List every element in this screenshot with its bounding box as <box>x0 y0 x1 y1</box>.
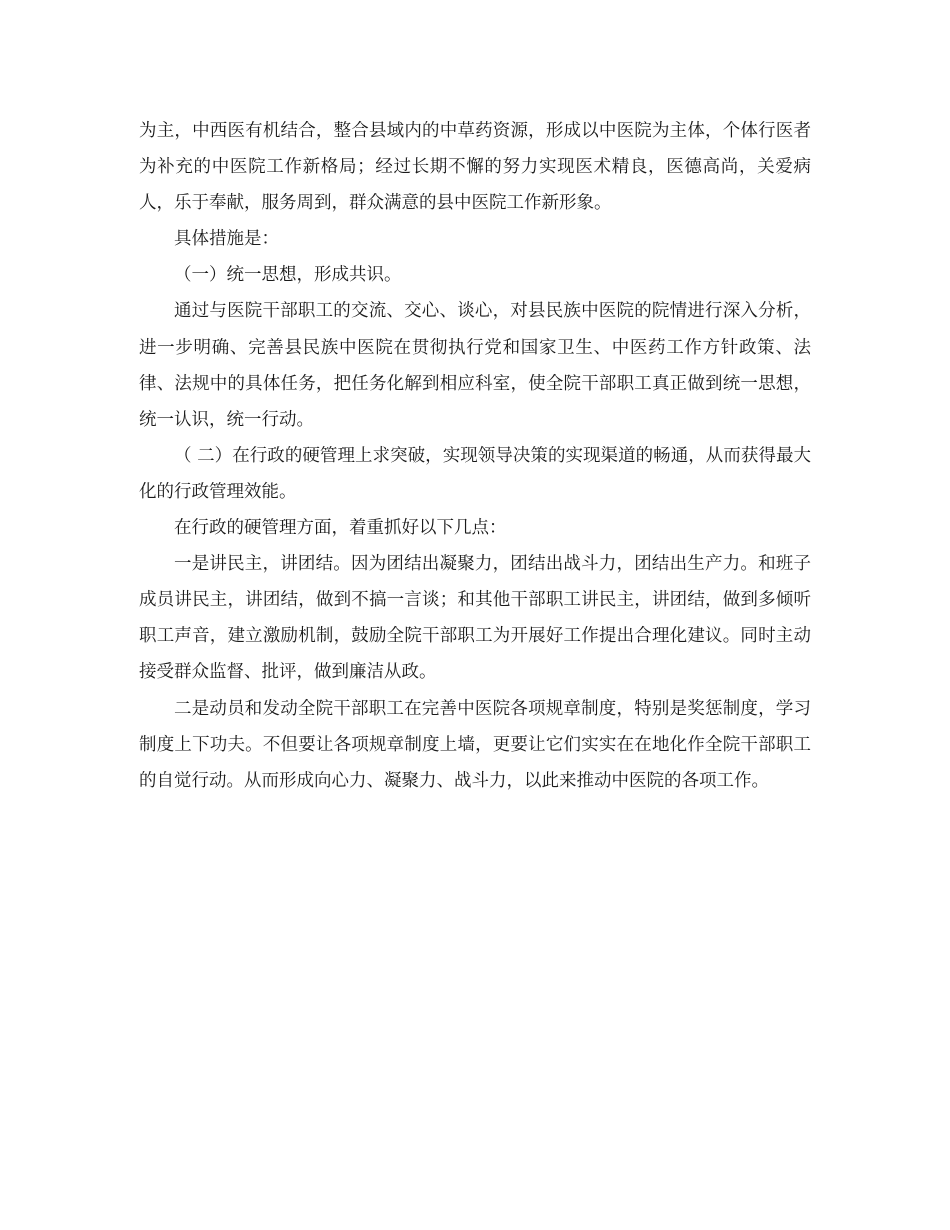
paragraph-point-2: 二是动员和发动全院干部职工在完善中医院各项规章制度，特别是奖惩制度，学习制度上下功夫。不但要让各项规章制度上墙，更要让它们实实在在地化作全院干部职工的自觉行动。从而形成向心力、凝聚力、战斗力，以此来推动中医院的各项工作。 <box>139 698 811 791</box>
section-heading-2: （ 二）在行政的硬管理上求突破，实现领导决策的实现渠道的畅通，从而获得最大化的行政管理效能。 <box>139 445 811 502</box>
paragraph-measures-intro: 具体措施是： <box>174 229 279 250</box>
document-body <box>139 113 811 799</box>
paragraph-admin-points-intro: 在行政的硬管理方面，着重抓好以下几点： <box>174 518 507 539</box>
section-heading-1: （一）统一思想，形成共识。 <box>174 265 402 286</box>
paragraph-section-1-body: 通过与医院干部职工的交流、交心、谈心，对县民族中医院的院情进行深入分析，进一步明确、完善县民族中医院在贯彻执行党和国家卫生、中医药工作方针政策、法律、法规中的具体任务，把任务化解到相应科室，使全院干部职工真正做到统一思想，统一认识，统一行动。 <box>139 301 811 430</box>
paragraph-point-1: 一是讲民主，讲团结。因为团结出凝聚力，团结出战斗力，团结出生产力。和班子成员讲民主，讲团结，做到不搞一言谈；和其他干部职工讲民主，讲团结，做到多倾听职工声音，建立激励机制，鼓励全院干部职工为开展好工作提出合理化建议。同时主动接受群众监督、批评，做到廉洁从政。 <box>139 554 811 683</box>
paragraph-continuation: 为主，中西医有机结合，整合县域内的中草药资源，形成以中医院为主体，个体行医者为补充的中医院工作新格局；经过长期不懈的努力实现医术精良，医德高尚，关爱病人，乐于奉献，服务周到，群众满意的县中医院工作新形象。 <box>139 121 811 214</box>
